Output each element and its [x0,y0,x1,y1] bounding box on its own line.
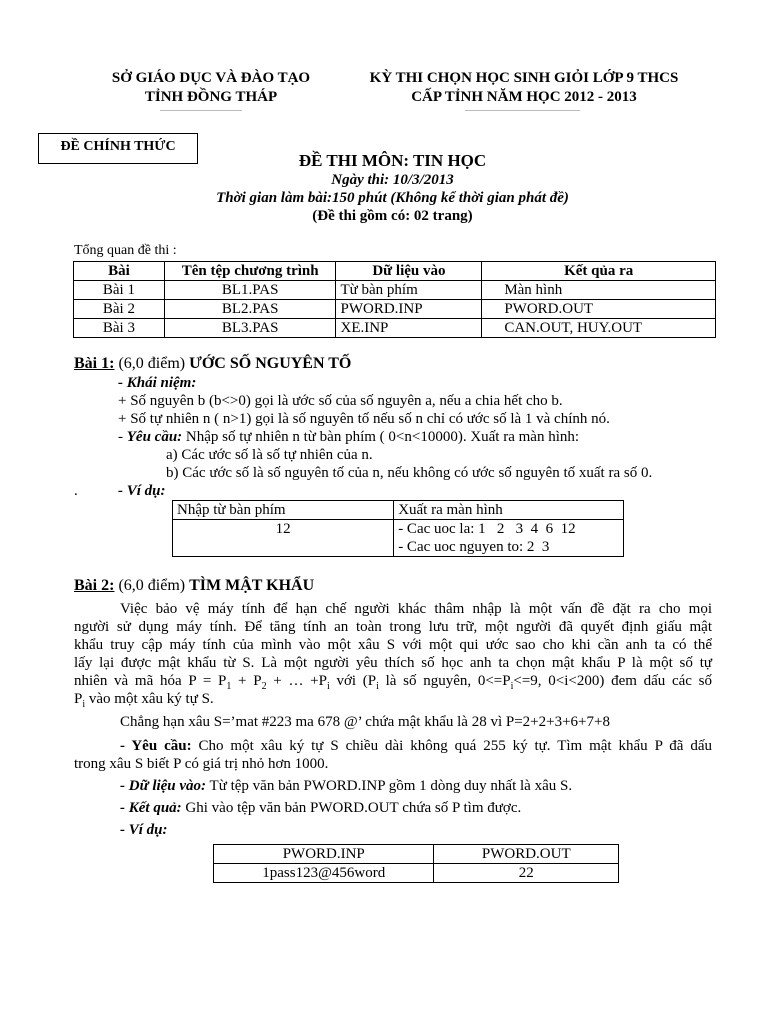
bai1-title: ƯỚC SỐ NGUYÊN TỐ [189,355,352,372]
bai2-paragraph [74,600,712,708]
right-header-rule [465,110,580,111]
table-row [74,300,716,319]
bai1-req-b: b) Các ước số là số nguyên tố của n, nếu không có ước số nguyên tố xuất ra số 0. [166,465,653,481]
table-cell: Bài 3 [74,319,165,338]
left-header-rule [160,110,242,111]
bai2-label: Bài 2: [74,577,115,594]
bai1-req-a: a) Các ước số là số tự nhiên của n. [166,447,373,463]
table-header-cell: Tên tệp chương trình [164,262,336,281]
table-cell: XE.INP [336,319,482,338]
bai1-example-dot: . [74,483,78,499]
table-row [214,864,619,883]
table-cell: Bài 2 [74,300,165,319]
table-cell: 1pass123@456word [214,864,434,883]
exam-pages: (Đề thi gồm có: 02 trang) [312,208,473,224]
bai1-req-text: Nhập số tự nhiên n từ bàn phím ( 0<n<10000). Xuất ra màn hình: [182,429,580,445]
table-cell: CAN.OUT, HUY.OUT [482,319,716,338]
bai2-req-text: Cho một xâu ký tự S chiều dài không quá 255 ký tự. Tìm mật khẩu P đã dấu [191,738,712,754]
example-output-line: - Cac uoc nguyen to: 2 3 [398,539,550,555]
paragraph-line: lấy lại được mật khẩu từ S. Là một người yêu thích số học anh ta chọn mật khẩu P là một số tự [74,655,712,671]
text-run: P [74,691,83,707]
text-run: nhiên và mã hóa P = P [74,673,227,689]
bai1-concept-2: + Số tự nhiên n ( n>1) gọi là số nguyên tố nếu số n chỉ có ước số là 1 và chính nó. [118,411,610,427]
table-row [74,319,716,338]
bai2-output [120,799,521,817]
bai1-req-dash: - [118,429,127,445]
subscript: i [326,681,330,692]
exam-level: CẤP TỈNH NĂM HỌC 2012 - 2013 [411,89,637,105]
table-cell: PWORD.INP [336,300,482,319]
subscript: i [376,681,379,692]
text-run: vào một xâu ký tự S. [85,691,214,707]
paragraph-line: khẩu truy cập máy tính của mình vào một xâu S với một qui ước sao cho khi cần anh ta có thể [74,637,712,653]
table-cell [394,520,624,557]
bai1-concept-1: + Số nguyên b (b<>0) gọi là ước số của số nguyên a, nếu a chia hết cho b. [118,393,563,409]
table-header-cell: Bài [74,262,165,281]
department-name: SỞ GIÁO DỤC VÀ ĐÀO TẠO [111,70,311,86]
table-header-cell: Xuất ra màn hình [394,501,624,520]
bai1-requirement [118,428,579,446]
paragraph-line [74,737,712,755]
exam-duration: Thời gian làm bài:150 phút (Không kể thời gian phát đề) [216,190,569,206]
example-input-value: 12 [275,521,291,537]
paragraph-line: trong xâu S biết P có giá trị nhỏ hơn 1000. [74,756,329,772]
bai1-heading [74,355,351,373]
table-header-cell: PWORD.OUT [434,845,619,864]
example-output-line: - Cac uoc la: 1 2 3 4 6 12 [398,521,576,537]
table-cell: BL3.PAS [164,319,336,338]
table-cell: Bài 1 [74,281,165,300]
exam-header [340,69,708,107]
province-name: TỈNH ĐỒNG THÁP [144,89,278,105]
bai1-example-table [172,500,624,557]
table-header-row [74,262,716,281]
table-cell [173,520,394,557]
exam-subject: ĐỀ THI MÔN: TIN HỌC [298,151,487,170]
table-header-cell: Nhập từ bàn phím [173,501,394,520]
exam-name: KỲ THI CHỌN HỌC SINH GIỎI LỚP 9 THCS [369,70,679,86]
table-row [173,520,624,557]
bai2-requirement [74,737,712,773]
text-run: + … +P [266,673,327,689]
bai1-example-label: - Ví dụ: [118,483,166,499]
exam-date: Ngày thi: 10/3/2013 [331,172,454,188]
bai2-output-label: - Kết quả: [120,800,182,816]
bai2-title: TÌM MẬT KHẨU [189,577,315,594]
bai1-label: Bài 1: [74,355,115,372]
table-cell: Từ bàn phím [336,281,482,300]
bai1-concept-label: - Khái niệm: [118,375,197,391]
department-header [72,69,350,107]
table-cell: PWORD.OUT [482,300,716,319]
bai2-input-label: - Dữ liệu vào: [120,778,207,794]
bai2-heading [74,577,314,595]
overview-table [73,261,716,338]
text-run: <=9, 0<i<200) đem dấu các số [513,673,713,689]
table-header-cell: PWORD.INP [214,845,434,864]
table-header-cell: Kết qủa ra [482,262,716,281]
bai2-req-label: - Yêu cầu: [120,738,192,754]
bai2-points: (6,0 điểm) [114,577,190,594]
bai2-input [120,777,572,795]
table-header-row [214,845,619,864]
subscript: i [510,681,514,692]
bai2-example-string: Chẳng hạn xâu S=’mat #223 ma 678 @’ chứa mật khẩu là 28 vì P=2+2+3+6+7+8 [120,714,610,730]
bai2-example-label: - Ví dụ: [120,822,168,838]
text-run: với (P [329,673,377,689]
paragraph-line: Việc bảo vệ máy tính để hạn chế người khác thâm nhập là một vấn đề đặt ra cho mọi [120,601,712,617]
subscript: 2 [261,681,267,692]
text-run: là số nguyên, 0<=P [378,673,511,689]
table-header-cell: Dữ liệu vào [336,262,482,281]
paragraph-line [74,672,712,690]
table-cell: 22 [434,864,619,883]
table-cell: Màn hình [482,281,716,300]
bai2-output-text: Ghi vào tệp văn bản PWORD.OUT chứa số P tìm được. [181,800,522,816]
bai2-example-table [213,844,619,883]
table-row [74,281,716,300]
paragraph-line [74,690,712,708]
table-cell: BL1.PAS [164,281,336,300]
subscript: 1 [226,681,232,692]
text-run: + P [231,673,262,689]
bai1-req-label: Yêu cầu: [126,429,183,445]
bai2-input-text: Từ tệp văn bản PWORD.INP gồm 1 dòng duy nhất là xâu S. [206,778,573,794]
paragraph-line: người sử dụng máy tính. Để tăng tính an toàn trong lưu trữ, một người đã quyết định giấu mật [74,619,712,635]
bai1-points: (6,0 điểm) [114,355,190,372]
subscript: i [82,699,86,710]
table-header-row [173,501,624,520]
table-cell: BL2.PAS [164,300,336,319]
official-label: ĐỀ CHÍNH THỨC [60,139,176,154]
overview-label: Tổng quan đề thi : [74,243,177,258]
title-block [150,151,635,225]
